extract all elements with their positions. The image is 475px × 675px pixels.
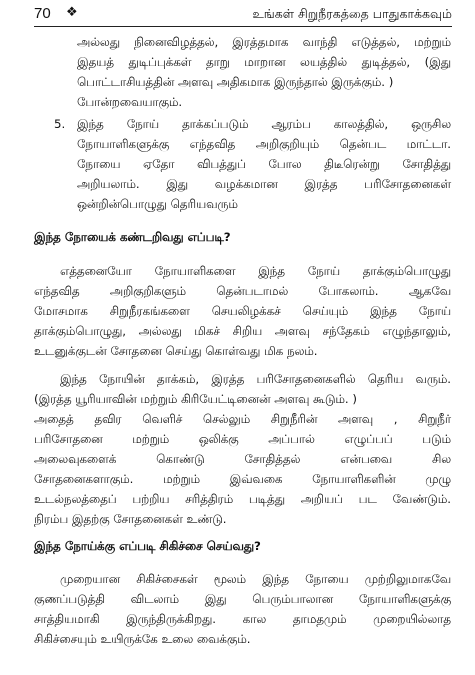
paragraph-line: அதைத் தவிர வெளிச் செல்லும் சிறுநீரின் அளவு , சிறுநீர் (34, 412, 451, 426)
list-continuation-line: அல்லது நினைவிழத்தல், இரத்தமாக வாந்தி எடுத்தல், மற்றும் (77, 35, 451, 49)
list-item-line: ஒன்றின்பொழுது தெரியவரும் (77, 197, 238, 211)
paragraph-line: முறையான சிகிச்சைகள் மூலம் இந்த நோயை முற்றிலுமாகவே (60, 572, 451, 586)
page-number: 70 (34, 5, 51, 22)
paragraph-line: நிரம்ப இதற்கு சோதனைகள் உண்டு. (34, 512, 227, 526)
list-item-number: 5. (54, 117, 66, 131)
paragraph-line: குணப்படுத்தி விடலாம் இது பெரும்பாலான நோயாளிகளுக்கு (34, 592, 451, 606)
list-item-line: அறியலாம். இது வழக்கமான இரத்த பரிசோதனைகள் (77, 177, 451, 191)
paragraph-line: எந்தவித அறிகுறிகளும் தென்படாமல் போகலாம். ஆகவே (34, 284, 451, 298)
section-heading: இந்த நோய்க்கு எப்படி சிகிச்சை செய்வது? (34, 539, 261, 553)
paragraph-line: சிகிச்சையும் உயிருக்கே உலை வைக்கும். (34, 632, 251, 646)
list-continuation-line: இதயத் துடிப்புக்கள் தாறு மாறான லயத்தில் துடித்தல், (இது (77, 55, 451, 69)
page-header (34, 4, 452, 27)
list-item-line: நோயாளிகளுக்கு எந்தவித அறிகுறியும் தென்பட மாட்டா. (77, 137, 451, 151)
list-item-line: இந்த நோய் தாக்கப்படும் ஆரம்ப காலத்தில், ஒருசில (77, 117, 451, 131)
paragraph-line: சோதனைகளாகும். மற்றும் இவ்வகை நோயாளிகளின் முழு (34, 472, 451, 486)
paragraph-line: தாக்கும்பொழுது, அல்லது மிகச் சிறிய அளவு சந்தேகம் எழுந்தாலும், (34, 324, 451, 338)
diamond-ornament-icon: ❖ (66, 5, 78, 20)
paragraph-line: உடனுக்குடன் சோதனை செய்து கொள்வது மிக நலம். (34, 344, 318, 358)
paragraph-line: சாத்தியமாகி இருந்திருக்கிறது. கால தாமதமும் முறையில்லாத (34, 612, 451, 626)
paragraph-line: மோசமாக சிறுநீரகங்களை செயலிழக்கச் செய்யும் இந்த நோய் (34, 304, 451, 318)
paragraph-line: எத்தனையோ நோயாளிகளை இந்த நோய் தாக்கும்பொழுது (60, 264, 451, 278)
paragraph-line: அலைவுகளைக் கொண்டு சோதித்தல் என்பவை சில (34, 452, 451, 466)
list-continuation-line: போன்றவையாகும். (77, 95, 183, 109)
paragraph-line: இந்த நோயின் தாக்கம், இரத்த பரிசோதனைகளில் தெரிய வரும். (60, 372, 451, 386)
running-title: உங்கள் சிறுநீரகத்தை பாதுகாக்கவும் (252, 6, 452, 21)
section-heading: இந்த நோயைக் கண்டறிவது எப்படி? (34, 230, 231, 244)
paragraph-line: பரிசோதனை மற்றும் ஒலிக்கு அப்பால் எழுப்பப் படும் (34, 432, 451, 446)
paragraph-line: உடல்நலத்தைப் பற்றிய சரித்திரம் படித்து அறியப் பட வேண்டும். (34, 492, 451, 506)
list-continuation-line: பொட்டாசியத்தின் அளவு அதிகமாக இருந்தால் இருக்கும். ) (77, 75, 394, 89)
paragraph-line: (இரத்த யூரியாவின் மற்றும் கிரியேட்டினைன் அளவு கூடும். ) (34, 392, 357, 406)
list-item-line: நோயை ஏதோ விபத்துப் போல திடீரென்று சோதித்து (77, 157, 451, 171)
